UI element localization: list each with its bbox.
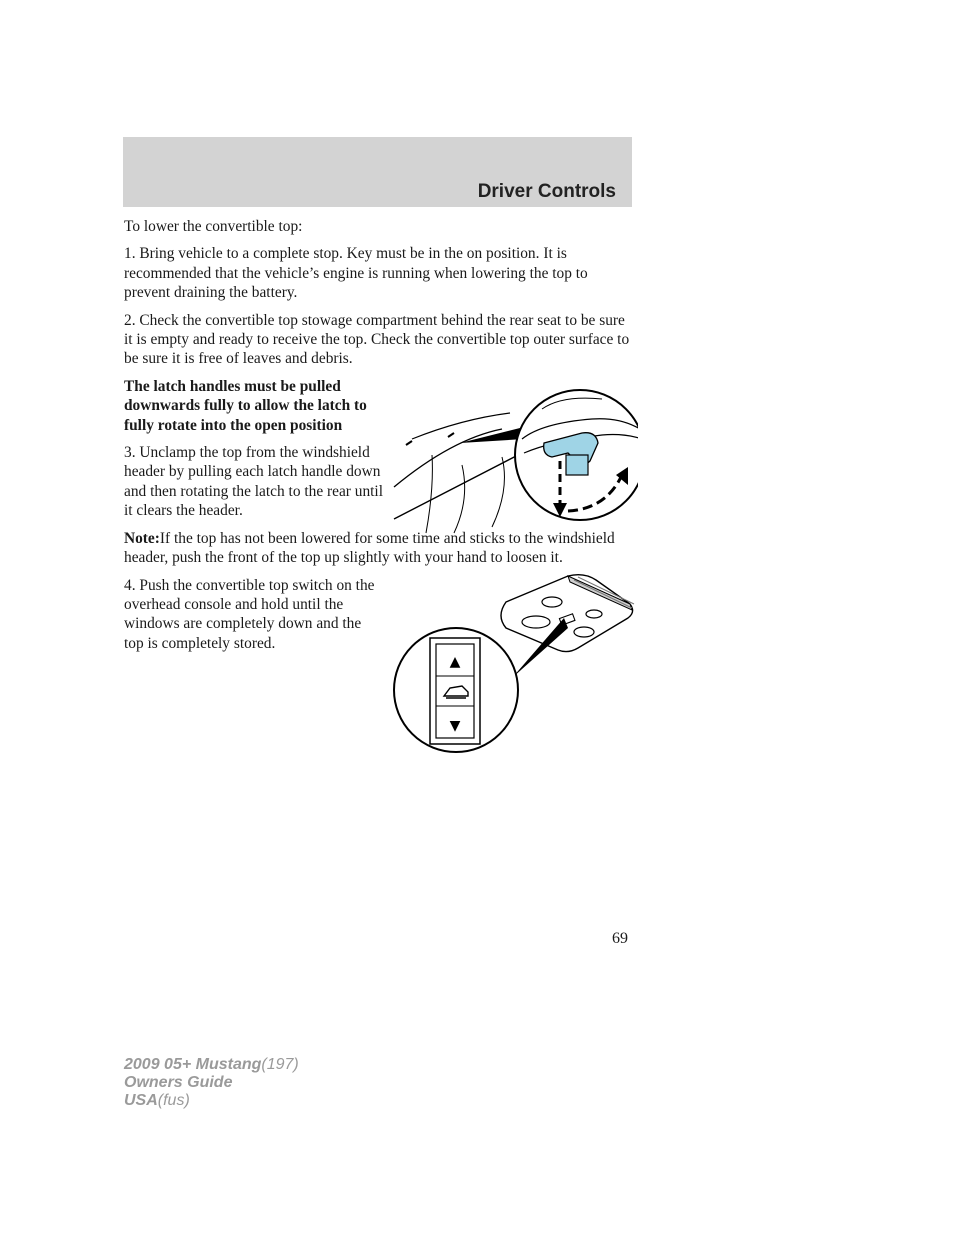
- up-arrow-icon: ▲: [449, 653, 461, 670]
- note-text: If the top has not been lowered for some time and sticks to the windshield header, push the front of the top up slightly with your hand to loosen it.: [124, 529, 615, 567]
- step-2: 2. Check the convertible top stowage compartment behind the rear seat to be sure it is empty and ready to receive the top. Check the convertible top outer surface to be sure it is free of leaves and debris.: [124, 311, 630, 368]
- footer-model: 2009 05+ Mustang: [124, 1056, 262, 1073]
- footer-line-2: Owners Guide: [124, 1074, 233, 1091]
- footer-model-code: (197): [261, 1056, 299, 1073]
- step-1: 1. Bring vehicle to a complete stop. Key must be in the on position. It is recommended that the vehicle’s engine is running when lowering the top to prevent draining the battery.: [124, 245, 588, 302]
- footer-market: USA: [124, 1092, 158, 1109]
- latch-section: [124, 377, 636, 521]
- footer-market-code: (fus): [157, 1092, 190, 1109]
- footer: [124, 1056, 299, 1110]
- footer-line-3: [124, 1092, 299, 1110]
- page-content: [124, 217, 636, 734]
- section-title: Driver Controls: [477, 181, 616, 202]
- latch-handle-illustration: [392, 369, 638, 539]
- note-label: Note:: [124, 529, 160, 547]
- switch-section: [124, 576, 636, 734]
- footer-line-1: [124, 1056, 299, 1074]
- page-number: 69: [612, 930, 628, 947]
- overhead-console-illustration: [392, 572, 638, 754]
- step-3: 3. Unclamp the top from the windshield header by pulling each latch handle down and then rotating the latch to the rear until it clears the header.: [124, 444, 383, 520]
- latch-warning: The latch handles must be pulled downwards fully to allow the latch to fully rotate into the open position: [124, 377, 367, 434]
- down-arrow-icon: ▼: [449, 717, 461, 734]
- intro-text: To lower the convertible top:: [124, 218, 303, 235]
- header-band: [123, 137, 632, 207]
- step-4: 4. Push the convertible top switch on the overhead console and hold until the windows are completely down and the top is completely stored.: [124, 576, 375, 652]
